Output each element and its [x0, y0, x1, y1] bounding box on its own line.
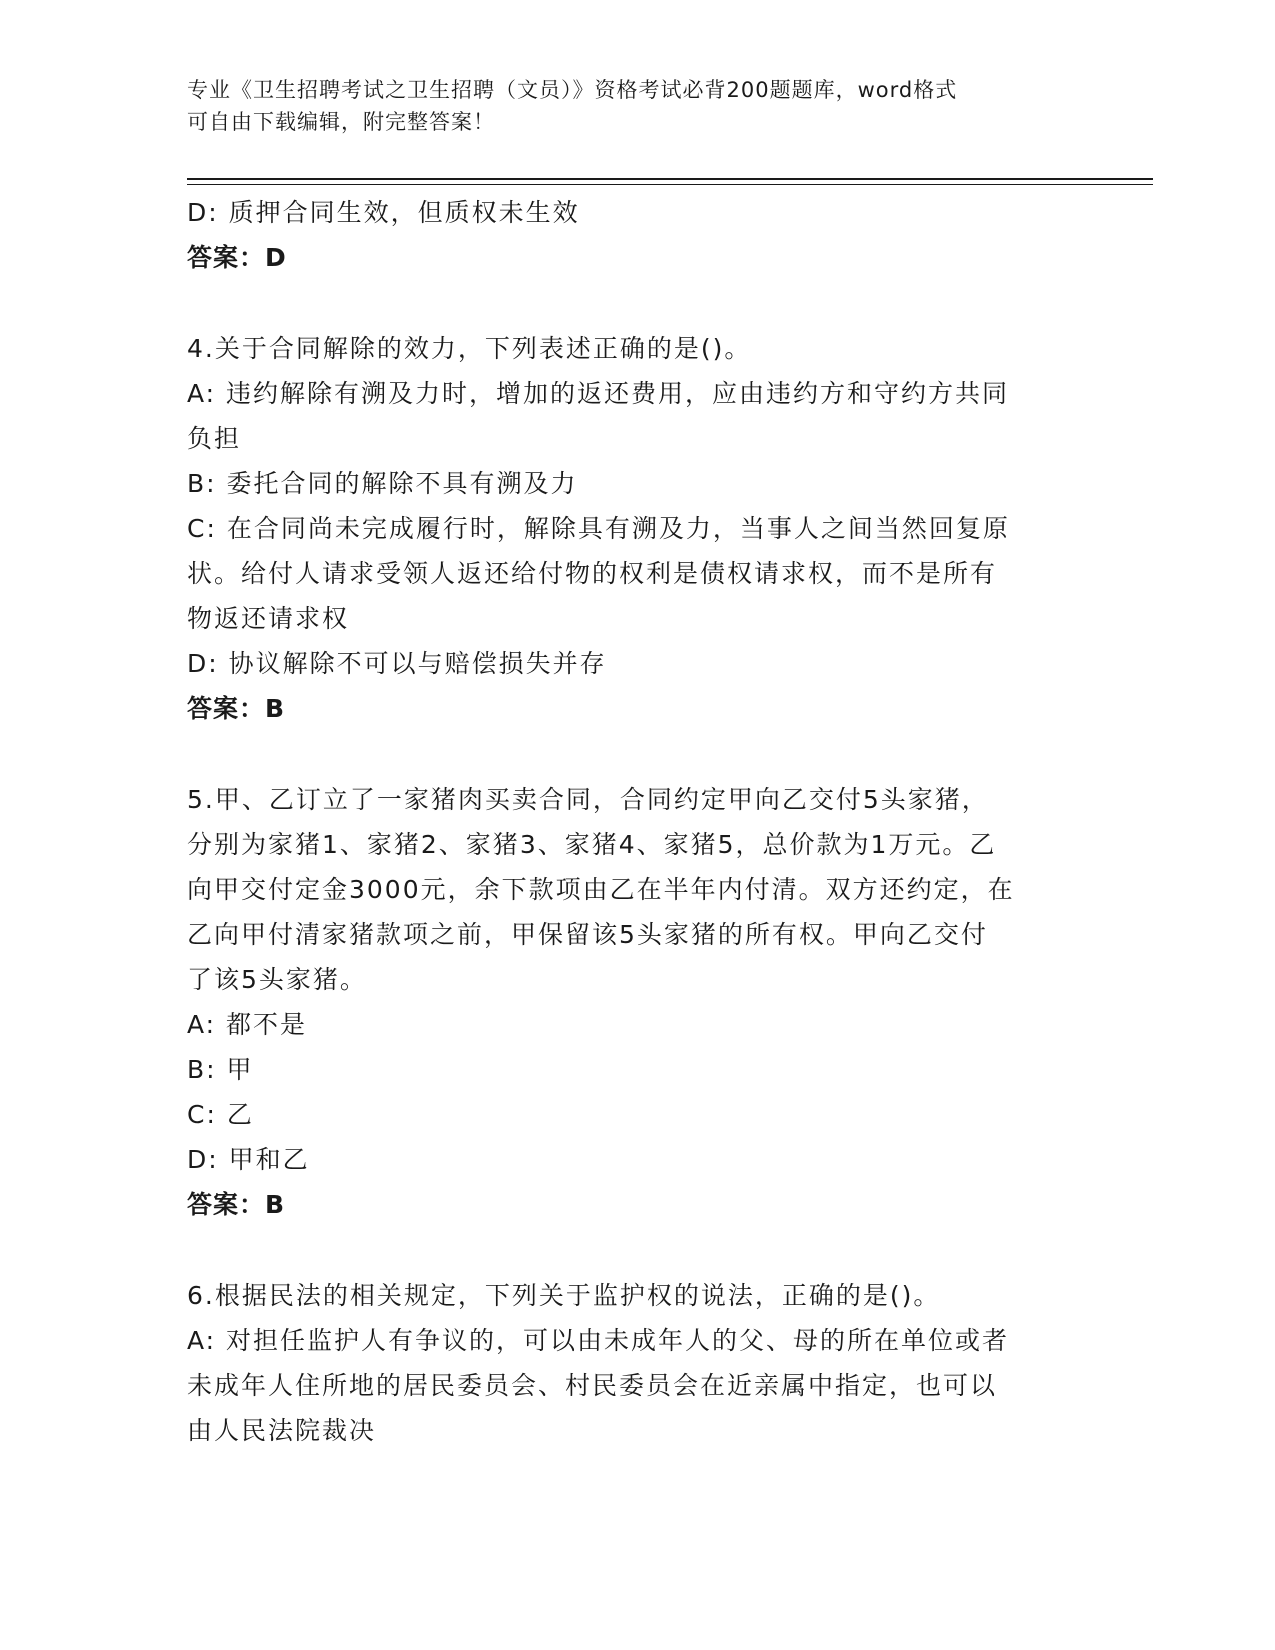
- option-d: D: 协议解除不可以与赔偿损失并存: [187, 649, 607, 678]
- option-c-continued: 物返还请求权: [187, 604, 350, 633]
- question-stem-continued: 分别为家猪1、家猪2、家猪3、家猪4、家猪5，总价款为1万元。乙: [187, 830, 997, 859]
- option-a-continued: 负担: [187, 424, 242, 453]
- option-d: D: 质押合同生效，但质权未生效: [187, 198, 580, 227]
- option-c: C: 在合同尚未完成履行时，解除具有溯及力，当事人之间当然回复原: [187, 514, 1010, 543]
- header-divider-thin: [187, 184, 1153, 185]
- option-d: D: 甲和乙: [187, 1145, 310, 1174]
- option-c: C: 乙: [187, 1100, 254, 1129]
- spacer: [187, 1227, 1087, 1273]
- question-block: [187, 326, 1087, 731]
- option-b: B: 甲: [187, 1055, 254, 1084]
- option-b: B: 委托合同的解除不具有溯及力: [187, 469, 578, 498]
- document-header: [187, 74, 1087, 138]
- question-block: [187, 1273, 1087, 1453]
- question-stem: 6.根据民法的相关规定，下列关于监护权的说法，正确的是()。: [187, 1281, 941, 1310]
- spacer: [187, 731, 1087, 777]
- option-a: A: 对担任监护人有争议的，可以由未成年人的父、母的所在单位或者: [187, 1326, 1010, 1355]
- question-stem: 5.甲、乙订立了一家猪肉买卖合同，合同约定甲向乙交付5头家猪，: [187, 785, 989, 814]
- spacer: [187, 280, 1087, 326]
- question-stem-continued: 乙向甲付清家猪款项之前，甲保留该5头家猪的所有权。甲向乙交付: [187, 920, 988, 949]
- answer-line: 答案：D: [187, 243, 287, 272]
- question-stem: 4.关于合同解除的效力，下列表述正确的是()。: [187, 334, 752, 363]
- header-line-1: 专业《卫生招聘考试之卫生招聘（文员）》资格考试必背200题题库，word格式: [187, 78, 958, 102]
- question-list: [187, 190, 1087, 1453]
- option-a: A: 违约解除有溯及力时，增加的返还费用，应由违约方和守约方共同: [187, 379, 1010, 408]
- question-block: [187, 777, 1087, 1227]
- question-stem-continued: 了该5头家猪。: [187, 965, 367, 994]
- option-a-continued: 未成年人住所地的居民委员会、村民委员会在近亲属中指定，也可以: [187, 1371, 998, 1400]
- answer-line: 答案：B: [187, 694, 286, 723]
- question-block: [187, 190, 1087, 280]
- answer-line: 答案：B: [187, 1190, 286, 1219]
- option-a: A: 都不是: [187, 1010, 308, 1039]
- question-stem-continued: 向甲交付定金3000元，余下款项由乙在半年内付清。双方还约定，在: [187, 875, 1015, 904]
- option-c-continued: 状。给付人请求受领人返还给付物的权利是债权请求权，而不是所有: [187, 559, 998, 588]
- header-divider-thick: [187, 178, 1153, 180]
- option-a-continued: 由人民法院裁决: [187, 1416, 377, 1445]
- header-line-2: 可自由下载编辑，附完整答案！: [187, 110, 495, 134]
